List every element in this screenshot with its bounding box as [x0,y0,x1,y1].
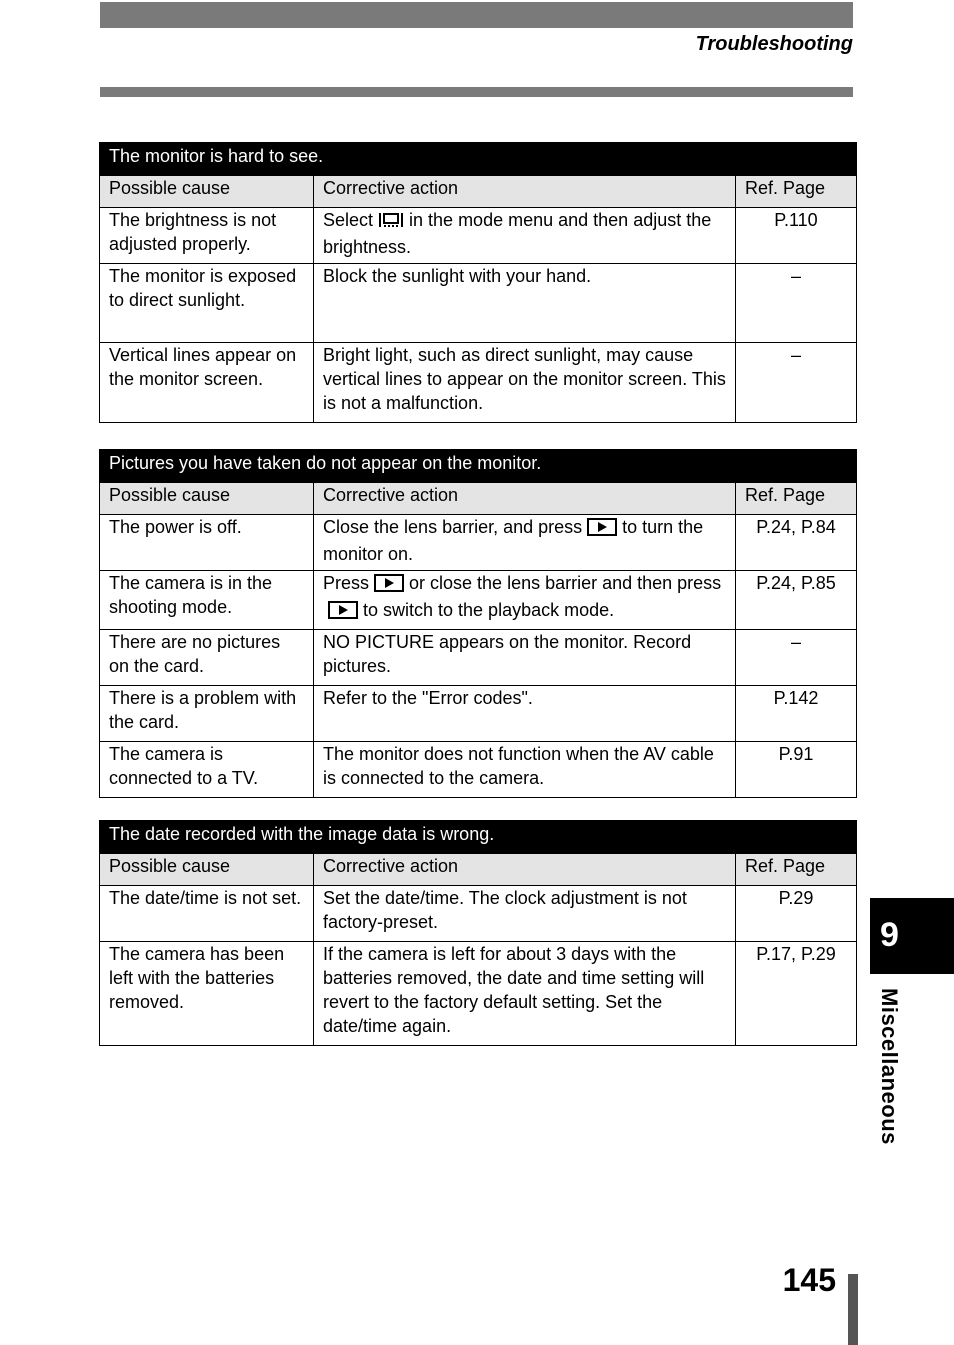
table-row [100,571,857,630]
table-title: The date recorded with the image data is wrong. [100,821,857,854]
action-cell: Refer to the "Error codes". [314,686,736,742]
table-row [100,886,857,942]
play-button-icon [328,601,358,625]
action-text: in the mode menu and then adjust the brightness. [323,210,712,257]
action-cell [314,515,736,571]
cause-cell: The monitor is exposed to direct sunlight. [100,264,314,343]
action-cell: If the camera is left for about 3 days with the batteries removed, the date and time setting will revert to the factory default setting. Set the date/time again. [314,942,736,1046]
ref-cell: P.17, P.29 [736,942,857,1046]
page-number: 145 [782,1262,836,1298]
chapter-number: 9 [880,916,899,954]
ref-cell: P.91 [736,742,857,798]
column-header-action: Corrective action [314,854,736,886]
column-header-ref: Ref. Page [736,854,857,886]
action-cell: Bright light, such as direct sunlight, may cause vertical lines to appear on the monitor screen. This is not a malfunction. [314,343,736,423]
column-header-action: Corrective action [314,176,736,208]
table-title: The monitor is hard to see. [100,143,857,176]
play-button-icon [587,518,617,542]
column-header-cause: Possible cause [100,483,314,515]
table-row [100,343,857,423]
ref-cell: P.24, P.84 [736,515,857,571]
cause-cell: The camera has been left with the batteries removed. [100,942,314,1046]
table-date-wrong [99,820,857,1046]
table-title: Pictures you have taken do not appear on the monitor. [100,450,857,483]
cause-cell: There are no pictures on the card. [100,630,314,686]
chapter-label: Miscellaneous [877,988,902,1145]
action-cell [314,571,736,630]
table-row [100,264,857,343]
column-header-ref: Ref. Page [736,176,857,208]
action-cell: Set the date/time. The clock adjustment is not factory-preset. [314,886,736,942]
action-text: to switch to the playback mode. [363,600,615,620]
page-number-bar [848,1274,858,1345]
table-row [100,686,857,742]
ref-cell: – [736,343,857,423]
action-text: Close the lens barrier, and press [323,517,583,537]
column-header-cause: Possible cause [100,176,314,208]
table-row [100,942,857,1046]
action-cell: Block the sunlight with your hand. [314,264,736,343]
section-title: Troubleshooting [695,33,853,55]
play-button-icon [374,574,404,598]
action-cell: The monitor does not function when the AV cable is connected to the camera. [314,742,736,798]
ref-cell: – [736,630,857,686]
column-header-action: Corrective action [314,483,736,515]
monitor-brightness-icon [378,211,404,235]
table-row [100,630,857,686]
cause-cell: There is a problem with the card. [100,686,314,742]
table-pictures-not-appear [99,449,857,798]
header-bar-top [100,2,853,28]
cause-cell: The camera is connected to a TV. [100,742,314,798]
table-row [100,515,857,571]
column-header-cause: Possible cause [100,854,314,886]
cause-cell: The camera is in the shooting mode. [100,571,314,630]
table-monitor-hard-to-see [99,142,857,423]
cause-cell: The power is off. [100,515,314,571]
ref-cell: P.24, P.85 [736,571,857,630]
table-row [100,208,857,264]
ref-cell: P.142 [736,686,857,742]
table-row [100,742,857,798]
cause-cell: The date/time is not set. [100,886,314,942]
chapter-tab [870,898,954,974]
ref-cell: P.29 [736,886,857,942]
action-text: to turn the monitor on. [323,517,704,564]
action-cell [314,208,736,264]
cause-cell: Vertical lines appear on the monitor screen. [100,343,314,423]
action-cell: NO PICTURE appears on the monitor. Record pictures. [314,630,736,686]
action-text: Press [323,573,370,593]
cause-cell: The brightness is not adjusted properly. [100,208,314,264]
ref-cell: – [736,264,857,343]
action-text: Select [323,210,374,230]
header-bar-bottom [100,87,853,97]
column-header-ref: Ref. Page [736,483,857,515]
action-text: or close the lens barrier and then press [409,573,722,593]
ref-cell: P.110 [736,208,857,264]
